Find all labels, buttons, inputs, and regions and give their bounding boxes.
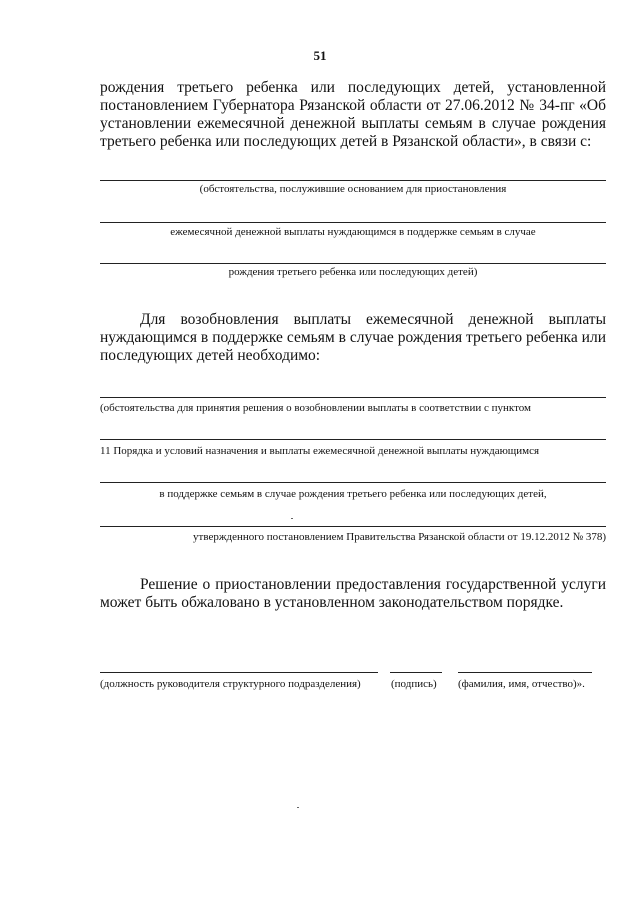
intro-line-4: третьего ребенка или последующих детей в Рязанской области», в связи с: [100, 133, 592, 150]
intro-line-3: установлении ежемесячной денежной выплаты семьям в случае рождения [100, 115, 606, 132]
appeal-paragraph [100, 576, 606, 612]
intro-paragraph [100, 79, 606, 151]
resumption-fill-line-4[interactable] [100, 526, 606, 527]
page-number: 51 [313, 48, 327, 63]
name-fill-line[interactable] [458, 672, 592, 673]
suspension-fill-line-2[interactable] [100, 222, 606, 223]
decorative-dot [297, 807, 299, 808]
resumption-fill-line-1[interactable] [100, 397, 606, 398]
resumption-line-2: нуждающимся в поддержке семьям в случае рождения третьего ребенка или [100, 329, 606, 346]
position-fill-line[interactable] [100, 672, 378, 673]
name-caption: (фамилия, имя, отчество)». [458, 678, 585, 690]
resumption-paragraph [100, 311, 606, 365]
decorative-dot [291, 518, 293, 519]
suspension-caption-3: рождения третьего ребенка или последующих детей) [228, 266, 478, 278]
appeal-line-1: Решение о приостановлении предоставления государственной услуги [140, 576, 606, 593]
resumption-fill-line-3[interactable] [100, 482, 606, 483]
signature-fill-line[interactable] [390, 672, 442, 673]
resumption-line-1: Для возобновления выплаты ежемесячной денежной выплаты [140, 311, 606, 328]
appeal-line-2: может быть обжаловано в установленном законодательством порядке. [100, 594, 564, 611]
resumption-caption-2: 11 Порядка и условий назначения и выплаты ежемесячной денежной выплаты нуждающимся [100, 445, 540, 457]
resumption-caption-3: в поддержке семьям в случае рождения третьего ребенка или последующих детей, [159, 488, 547, 500]
suspension-fill-line-3[interactable] [100, 263, 606, 264]
suspension-caption-2: ежемесячной денежной выплаты нуждающимся в поддержке семьям в случае [170, 226, 536, 238]
position-caption: (должность руководителя структурного подразделения) [100, 678, 361, 690]
resumption-fill-line-2[interactable] [100, 439, 606, 440]
signature-caption: (подпись) [391, 678, 437, 690]
suspension-caption-1: (обстоятельства, послужившие основанием для приостановления [199, 183, 507, 195]
resumption-caption-4: утвержденного постановлением Правительства Рязанской области от 19.12.2012 № 378) [193, 531, 606, 543]
suspension-fill-line-1[interactable] [100, 180, 606, 181]
intro-line-2: постановлением Губернатора Рязанской области от 27.06.2012 № 34-пг «Об [100, 97, 606, 114]
resumption-line-3: последующих детей необходимо: [100, 347, 321, 364]
intro-line-1: рождения третьего ребенка или последующих детей, установленной [100, 79, 606, 96]
resumption-caption-1: (обстоятельства для принятия решения о возобновлении выплаты в соответствии с пунктом [100, 402, 531, 414]
